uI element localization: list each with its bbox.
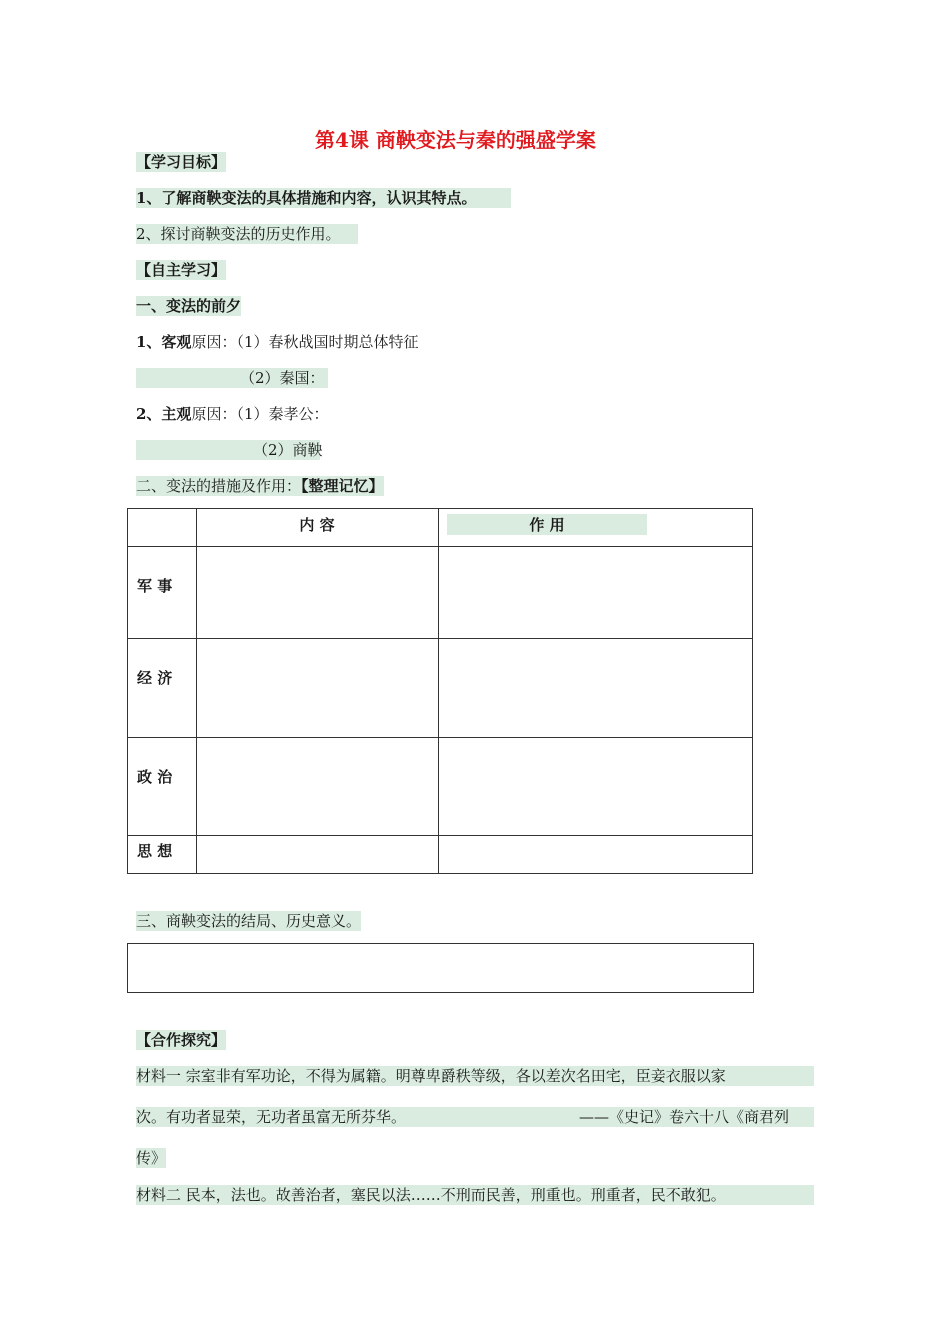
table-header-effect: 作 用	[447, 514, 647, 535]
table-row	[128, 639, 753, 738]
cooperation-heading: 【合作探究】	[136, 1031, 227, 1049]
objective-item-2: 2、探讨商鞅变法的历史作用。	[136, 224, 358, 244]
military-content-cell[interactable]	[197, 547, 439, 639]
table-corner-cell	[128, 509, 197, 547]
subjective-cause-shangyang-line	[136, 440, 323, 460]
thought-content-cell[interactable]	[197, 836, 439, 874]
objectives-heading: 【学习目标】	[136, 153, 227, 171]
objective-item-1-text: 1、了解商鞅变法的具体措施和内容，认识其特点。	[136, 189, 477, 207]
economy-effect-cell[interactable]	[439, 639, 753, 738]
objective-cause-label: 1、客观	[136, 333, 192, 351]
table-row	[128, 738, 753, 836]
subjective-cause-label: 2、主观	[136, 405, 192, 423]
objective-cause-qin-line	[136, 368, 328, 388]
subjective-cause-shangyang: （2）商鞅	[253, 441, 323, 459]
table-header-content: 内 容	[299, 516, 335, 534]
section-measures-heading	[136, 476, 384, 496]
objective-cause-text: 原因：（1）春秋战国时期总体特征	[191, 333, 419, 351]
row-label-economy: 经 济	[128, 639, 197, 738]
objective-cause-qin: （2）秦国：	[240, 369, 325, 387]
outcome-answer-box[interactable]	[127, 943, 754, 993]
material1-source: ——《史记》卷六十八《商君列	[579, 1108, 790, 1126]
politics-content-cell[interactable]	[197, 738, 439, 836]
subjective-cause-text: 原因：（1）秦孝公：	[191, 405, 329, 423]
politics-effect-cell[interactable]	[439, 738, 753, 836]
self-study-heading: 【自主学习】	[136, 261, 227, 279]
page-title: 第4课 商鞅变法与秦的强盛学案	[315, 128, 596, 152]
row-label-military: 军 事	[128, 547, 197, 639]
section-outcome-heading: 三、商鞅变法的结局、历史意义。	[136, 912, 362, 930]
material1-line2: 次。有功者显荣，无功者虽富无所芬华。	[136, 1108, 407, 1126]
row-label-politics: 政 治	[128, 738, 197, 836]
table-header-effect-cell	[439, 509, 753, 547]
economy-content-cell[interactable]	[197, 639, 439, 738]
objective-cause-line	[136, 332, 418, 352]
section-eve-heading: 一、变法的前夕	[136, 297, 242, 315]
objective-item-1	[136, 188, 511, 208]
material1-line3: 传》	[136, 1149, 167, 1167]
material1-line2-row	[136, 1107, 814, 1127]
material2-line: 材料二 民本，法也。故善治者，塞民以法……不刑而民善，刑重也。刑重者，民不敢犯。	[136, 1185, 814, 1205]
military-effect-cell[interactable]	[439, 547, 753, 639]
row-label-thought: 思 想	[128, 836, 197, 874]
section-measures-tag: 【整理记忆】	[301, 477, 384, 495]
section-measures-text: 二、变法的措施及作用：	[136, 477, 302, 495]
table-row	[128, 547, 753, 639]
subjective-cause-line	[136, 404, 328, 424]
table-row	[128, 836, 753, 874]
table-header-content-cell	[197, 509, 439, 547]
material1-line1: 材料一 宗室非有军功论，不得为属籍。明尊卑爵秩等级，各以差次名田宅，臣妾衣服以家	[136, 1066, 814, 1086]
measures-table	[127, 508, 753, 874]
thought-effect-cell[interactable]	[439, 836, 753, 874]
table-header-row	[128, 509, 753, 547]
